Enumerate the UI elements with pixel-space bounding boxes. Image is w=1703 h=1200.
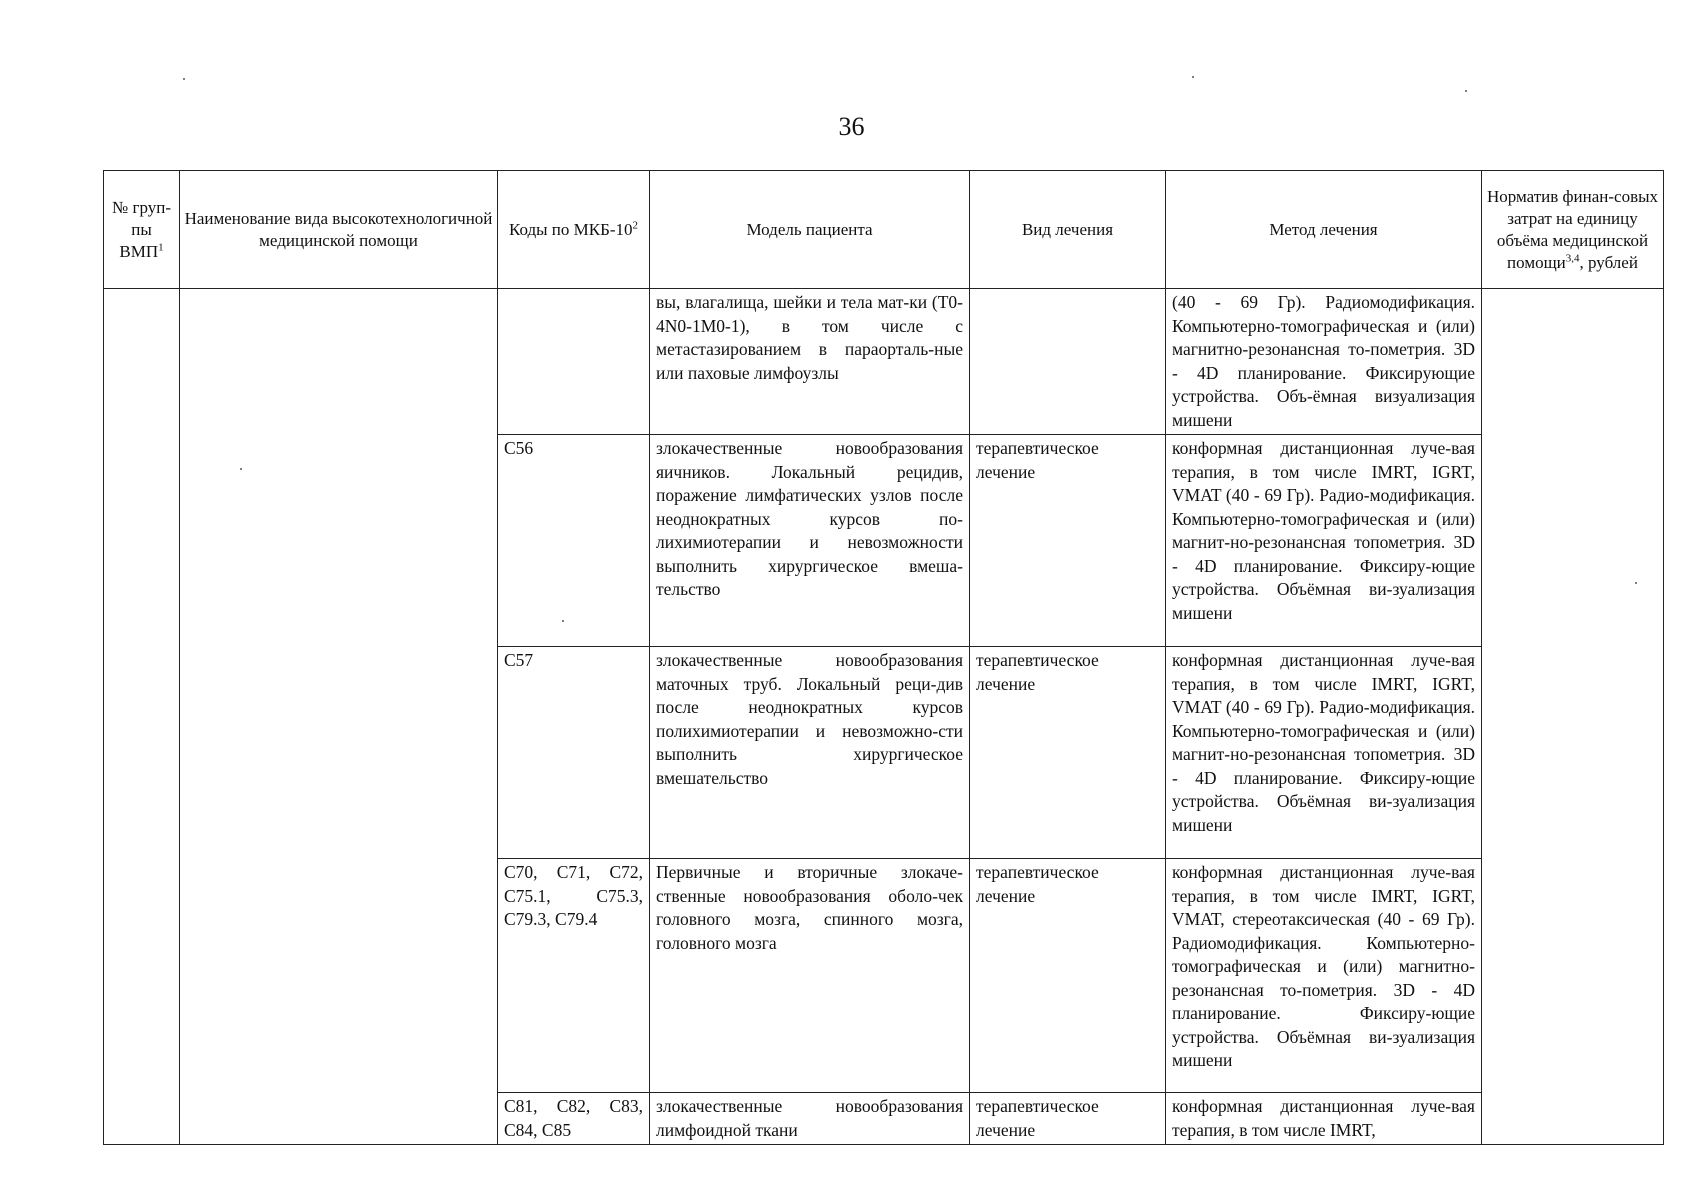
table-header-row [104,171,1664,289]
header-treatment-type: Вид лечения [970,171,1166,289]
header-norm: Норматив финан-совых затрат на единицу объёма медицинской помощи$^{3,4}$, рублей [1482,171,1664,289]
scan-speck [183,78,185,80]
name-cell [180,289,498,1145]
treatment-cell: терапевтическое лечение [970,647,1166,859]
codes-cell: С70, С71, С72, С75.1, С75.3, С79.3, С79.4 [498,859,650,1093]
header-group-no: № груп-пы ВМП$^1$ [104,171,180,289]
codes-cell: С57 [498,647,650,859]
model-cell: вы, влагалища, шейки и тела мат-ки (Т0-4N0-1M0-1), в том числе с метастазированием в параорталь-ные или паховые лимфоузлы [650,289,970,435]
method-cell: конформная дистанционная луче-вая терапия, в том числе IMRT, [1166,1093,1482,1145]
codes-cell: С56 [498,435,650,647]
method-cell: конформная дистанционная луче-вая терапия, в том числе IMRT, IGRT, VMAT, стереотаксическая (40 - 69 Гр). Радиомодификация. Компьютерно-томографическая и (или) магнитно-резонансная то-пометрия. 3D - 4D планирование. Фиксиру-ющие устройства. Объёмная ви-зуализация мишени [1166,859,1482,1093]
scan-speck [1465,90,1467,92]
group-no-cell [104,289,180,1145]
codes-cell [498,289,650,435]
model-cell: злокачественные новообразования маточных труб. Локальный реци-див после неоднократных курсов полихимиотерапии и невозможно-сти выполнить хирургическое вмешательство [650,647,970,859]
method-cell: (40 - 69 Гр). Радиомодификация. Компьютерно-томографическая и (или) магнитно-резонансная то-пометрия. 3D - 4D планирование. Фиксирующие устройства. Объ-ёмная визуализация мишени [1166,289,1482,435]
treatment-cell: терапевтическое лечение [970,1093,1166,1145]
method-cell: конформная дистанционная луче-вая терапия, в том числе IMRT, IGRT, VMAT (40 - 69 Гр). Радио-модификация. Компьютерно-томографическая и (или) магнит-но-резонансная топометрия. 3D - 4D планирование. Фиксиру-ющие устройства. Объёмная ви-зуализация мишени [1166,435,1482,647]
codes-cell: С81, С82, С83, С84, С85 [498,1093,650,1145]
scan-speck [1635,582,1637,584]
model-cell: Первичные и вторичные злокаче-ственные новообразования оболо-чек головного мозга, спинного мозга, головного мозга [650,859,970,1093]
treatment-cell: терапевтическое лечение [970,435,1166,647]
table-row [104,289,1664,435]
header-method: Метод лечения [1166,171,1482,289]
scan-speck [240,468,242,470]
header-codes: Коды по МКБ-$10^2$ [498,171,650,289]
model-cell: злокачественные новообразования лимфоидной ткани [650,1093,970,1145]
treatment-cell: терапевтическое лечение [970,859,1166,1093]
treatment-cell [970,289,1166,435]
model-cell: злокачественные новообразования яичников. Локальный рецидив, поражение лимфатических узлов после неоднократных курсов по-лихимиотерапии и невозможности выполнить хирургическое вмеша-тельство [650,435,970,647]
scan-speck [1192,76,1194,78]
header-name: Наименование вида высокотехнологичной медицинской помощи [180,171,498,289]
header-model: Модель пациента [650,171,970,289]
vmp-table [103,170,1664,1145]
norm-cell [1482,289,1664,1145]
page-number: 36 [838,112,865,141]
scan-speck [562,620,564,622]
method-cell: конформная дистанционная луче-вая терапия, в том числе IMRT, IGRT, VMAT (40 - 69 Гр). Радио-модификация. Компьютерно-томографическая и (или) магнит-но-резонансная топометрия. 3D - 4D планирование. Фиксиру-ющие устройства. Объёмная ви-зуализация мишени [1166,647,1482,859]
